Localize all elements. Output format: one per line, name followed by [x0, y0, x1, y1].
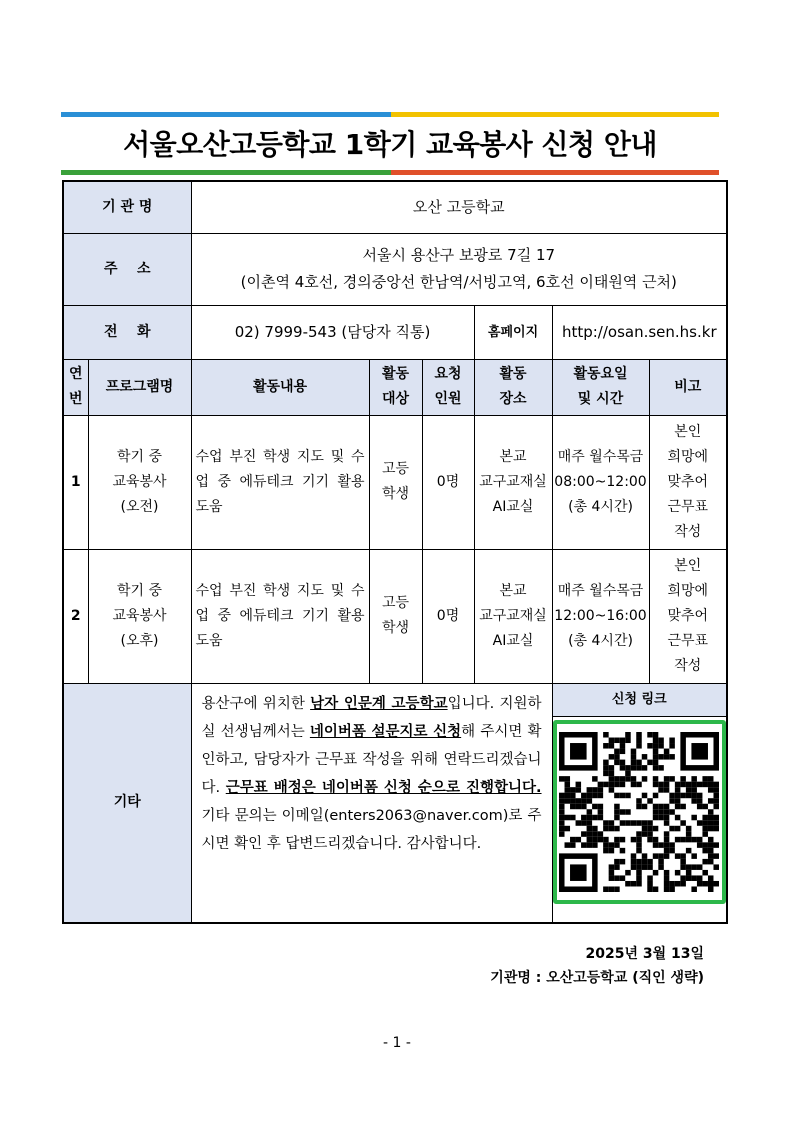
qr-code-icon	[559, 732, 719, 892]
col-header-count: 요청 인원	[422, 359, 474, 415]
etc-emphasis: 남자 인문계 고등학교	[310, 695, 448, 712]
table-header-row	[63, 359, 727, 415]
phone-value: 02) 7999-543 (담당자 직통)	[191, 305, 474, 359]
homepage-link[interactable]: http://osan.sen.hs.kr	[552, 305, 727, 359]
info-table	[62, 180, 728, 924]
title-bar-top-left	[61, 112, 391, 117]
col-header-time: 활동요일 및 시간	[552, 359, 649, 415]
row-content: 수업 부진 학생 지도 및 수업 중 에듀테크 기기 활용 도움	[191, 415, 369, 549]
etc-label: 기타	[63, 683, 191, 923]
col-header-program: 프로그램명	[88, 359, 191, 415]
row-note: 본인 희망에 맞추어 근무표 작성	[649, 415, 727, 549]
title-bar-top-right	[391, 112, 719, 117]
row-time: 매주 월수목금 08:00~12:00 (총 4시간)	[552, 415, 649, 549]
page-number: - 1 -	[383, 1035, 411, 1051]
org-label: 기 관 명	[63, 181, 191, 233]
row-time: 매주 월수목금 12:00~16:00 (총 4시간)	[552, 549, 649, 683]
col-header-no: 연 번	[63, 359, 88, 415]
row-content: 수업 부진 학생 지도 및 수업 중 에듀테크 기기 활용 도움	[191, 549, 369, 683]
col-header-note: 비고	[649, 359, 727, 415]
issuer-org: 기관명 : 오산고등학교 (직인 생략)	[490, 970, 704, 986]
etc-content	[191, 683, 552, 923]
col-header-place: 활동 장소	[474, 359, 552, 415]
title-bar-bottom-left	[61, 170, 391, 175]
col-header-content: 활동내용	[191, 359, 369, 415]
org-value: 오산 고등학교	[191, 181, 727, 233]
row-target: 고등 학생	[369, 415, 422, 549]
apply-link-label: 신청 링크	[553, 684, 727, 717]
address-line-2: (이촌역 4호선, 경의중앙선 한남역/서빙고역, 6호선 이태원역 근처)	[240, 273, 677, 291]
row-note: 본인 희망에 맞추어 근무표 작성	[649, 549, 727, 683]
address-value	[191, 233, 727, 305]
row-count: 0명	[422, 549, 474, 683]
page-title: 서울오산고등학교 1학기 교육봉사 신청 안내	[123, 128, 657, 161]
address-line-1: 서울시 용산구 보광로 7길 17	[362, 246, 556, 264]
row-no: 2	[63, 549, 88, 683]
qr-code[interactable]	[553, 720, 727, 904]
row-program: 학기 중 교육봉사 (오전)	[88, 415, 191, 549]
table-row	[63, 415, 727, 549]
address-label: 주 소	[63, 233, 191, 305]
etc-row	[63, 683, 727, 923]
phone-label: 전 화	[63, 305, 191, 359]
homepage-label: 홈페이지	[474, 305, 552, 359]
row-place: 본교 교구교재실 AI교실	[474, 549, 552, 683]
etc-emphasis: 네이버폼 설문지로 신청	[309, 723, 462, 740]
row-no: 1	[63, 415, 88, 549]
org-row	[63, 181, 727, 233]
row-place: 본교 교구교재실 AI교실	[474, 415, 552, 549]
etc-text: 용산구에 위치한 남자 인문계 고등학교입니다. 지원하실 선생님께서는 네이버폼 설문지로 신청해 주시면 확인하고, 담당자가 근무표 작성을 위해 연락드리겠습니다. 근무표 배정은 네이버폼 신청 순으로 진행합니다. 기타 문의는 이메일(enters2063@naver.com)로 주시면 확인 후 답변드리겠습니다. 감사합니다.	[201, 695, 542, 852]
etc-emphasis: 근무표 배정은 네이버폼 신청 순으로 진행합니다.	[225, 779, 542, 796]
row-program: 학기 중 교육봉사 (오후)	[88, 549, 191, 683]
col-header-target: 활동 대상	[369, 359, 422, 415]
title-bar-bottom-right	[391, 170, 719, 175]
apply-link-cell	[552, 683, 727, 923]
issue-date: 2025년 3월 13일	[585, 946, 704, 962]
phone-row	[63, 305, 727, 359]
table-row	[63, 549, 727, 683]
row-target: 고등 학생	[369, 549, 422, 683]
row-count: 0명	[422, 415, 474, 549]
address-row	[63, 233, 727, 305]
